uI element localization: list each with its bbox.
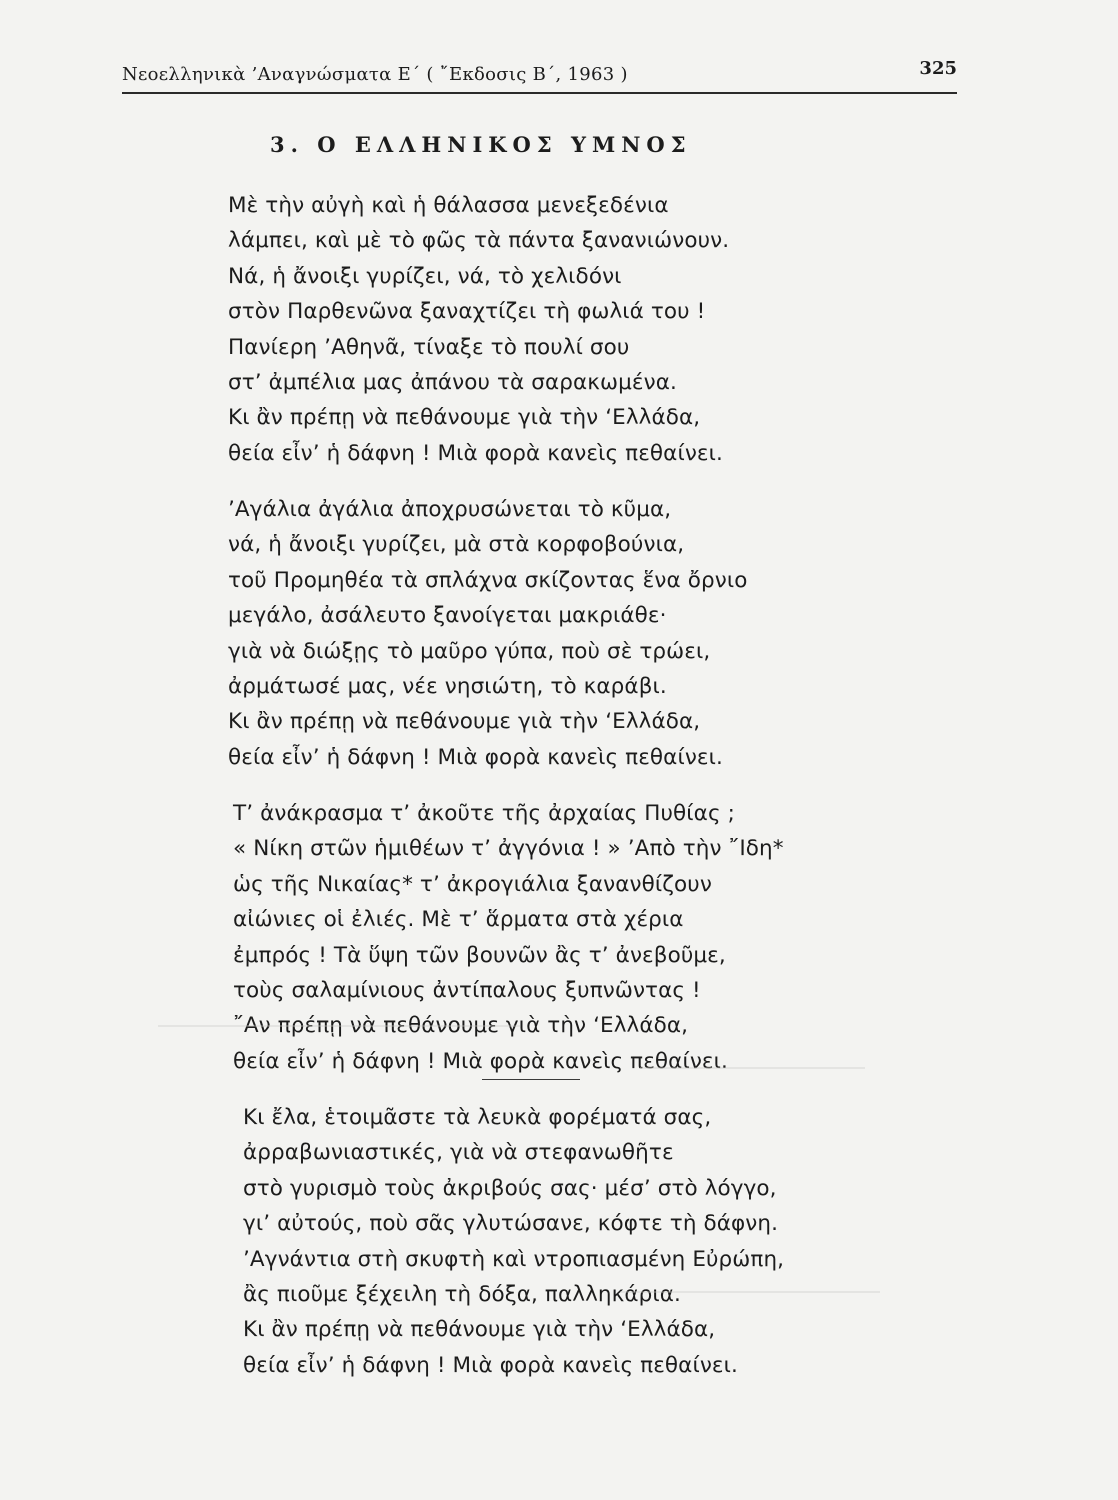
poem-line: ἀρραβωνιαστικές, γιὰ νὰ στεφανωθῆτε xyxy=(243,1140,674,1166)
poem-line: ἂς πιοῦμε ξέχειλη τὴ δόξα, παλληκάρια. xyxy=(243,1281,681,1307)
poem-line: ἐμπρός ! Τὰ ὕψη τῶν βουνῶν ἂς τ’ ἀνεβοῦμε, xyxy=(233,942,726,968)
poem-line: ’Αγάλια ἀγάλια ἀποχρυσώνεται τὸ κῦμα, xyxy=(228,497,672,522)
poem-line: ἀρμάτωσέ μας, νέε νησιώτη, τὸ καράβι. xyxy=(228,673,667,699)
poem-line: ’Αγνάντια στὴ σκυφτὴ καὶ ντροπιασμένη Εὐρώπη, xyxy=(243,1246,785,1272)
refrain-line: θεία εἶν’ ἡ δάφνη ! Μιὰ φορὰ κανεὶς πεθαίνει. xyxy=(228,440,723,466)
poem-line: στὸν Παρθενῶνα ξαναχτίζει τὴ φωλιά του ! xyxy=(228,299,706,325)
poem-line: γι’ αὐτούς, ποὺ σᾶς γλυτώσανε, κόφτε τὴ δάφνη. xyxy=(243,1211,779,1237)
poem-line: λάμπει, καὶ μὲ τὸ φῶς τὰ πάντα ξανανιώνουν. xyxy=(228,228,730,254)
refrain-line: Κι ἂν πρέπῃ νὰ πεθάνουμε γιὰ τὴν ‘Ελλάδα, xyxy=(243,1317,716,1343)
stanza-3 xyxy=(233,796,784,1079)
refrain-line: θεία εἶν’ ἡ δάφνη ! Μιὰ φορὰ κανεὶς πεθαίνει. xyxy=(228,744,723,770)
refrain-line: θεία εἶν’ ἡ δάφνη ! Μιὰ φορὰ κανεὶς πεθαίνει. xyxy=(233,1048,728,1074)
poem-line: μεγάλο, ἀσάλευτο ξανοίγεται μακριάθε· xyxy=(228,603,667,629)
poem-line: Πανίερη ’Αθηνᾶ, τίναξε τὸ πουλί σου xyxy=(228,334,630,360)
stanza-2 xyxy=(228,492,747,775)
poem-line: Νά, ἡ ἄνοιξι γυρίζει, νά, τὸ χελιδόνι xyxy=(228,263,622,289)
poem-title: 3. Ο ΕΛΛΗΝΙΚΟΣ ΥΜΝΟΣ xyxy=(270,132,692,157)
poem-line: στ’ ἀμπέλια μας ἀπάνου τὰ σαρακωμένα. xyxy=(228,369,677,395)
refrain-line: Κι ἂν πρέπῃ νὰ πεθάνουμε γιὰ τὴν ‘Ελλάδα, xyxy=(228,405,701,431)
poem-line: στὸ γυρισμὸ τοὺς ἀκριβούς σας· μέσ’ στὸ λόγγο, xyxy=(243,1175,777,1201)
running-header xyxy=(122,58,957,94)
poem-line: « Νίκη στῶν ἡμιθέων τ’ ἀγγόνια ! » ’Απὸ τὴν ῎Ιδη* xyxy=(233,836,784,862)
running-title: Νεοελληνικὰ ’Αναγνώσματα Ε΄ ( ῎Εκδοσις Β΄, 1963 ) xyxy=(122,64,628,85)
refrain-line: Κι ἂν πρέπῃ νὰ πεθάνουμε γιὰ τὴν ‘Ελλάδα, xyxy=(228,709,701,735)
poem-line: τοὺς σαλαμίνιους ἀντίπαλους ξυπνῶντας ! xyxy=(233,977,701,1003)
poem-line: νά, ἡ ἄνοιξι γυρίζει, μὰ στὰ κορφοβούνια, xyxy=(228,532,685,558)
poem-line: Τ’ ἀνάκρασμα τ’ ἀκοῦτε τῆς ἀρχαίας Πυθίας ; xyxy=(233,801,735,826)
stanza-4 xyxy=(243,1100,784,1383)
poem-line: ὡς τῆς Νικαίας* τ’ ἀκρογιάλια ξανανθίζουν xyxy=(233,871,712,897)
poem-line: γιὰ νὰ διώξῃς τὸ μαῦρο γύπα, ποὺ σὲ τρώει, xyxy=(228,638,711,664)
poem-line: Μὲ τὴν αὐγὴ καὶ ἡ θάλασσα μενεξεδένια xyxy=(228,193,669,218)
stanza-1 xyxy=(228,188,729,471)
section-divider xyxy=(482,1079,580,1080)
refrain-line: θεία εἶν’ ἡ δάφνη ! Μιὰ φορὰ κανεὶς πεθαίνει. xyxy=(243,1352,738,1378)
poem-line: τοῦ Προμηθέα τὰ σπλάχνα σκίζοντας ἕνα ὄρνιο xyxy=(228,567,748,593)
poem-line: αἰώνιες οἱ ἐλιές. Μὲ τ’ ἅρματα στὰ χέρια xyxy=(233,907,684,933)
refrain-line: ῎Αν πρέπῃ νὰ πεθάνουμε γιὰ τὴν ‘Ελλάδα, xyxy=(233,1013,689,1039)
poem-line: Κι ἔλα, ἑτοιμᾶστε τὰ λευκὰ φορέματά σας, xyxy=(243,1105,712,1130)
page-number: 325 xyxy=(919,58,957,79)
